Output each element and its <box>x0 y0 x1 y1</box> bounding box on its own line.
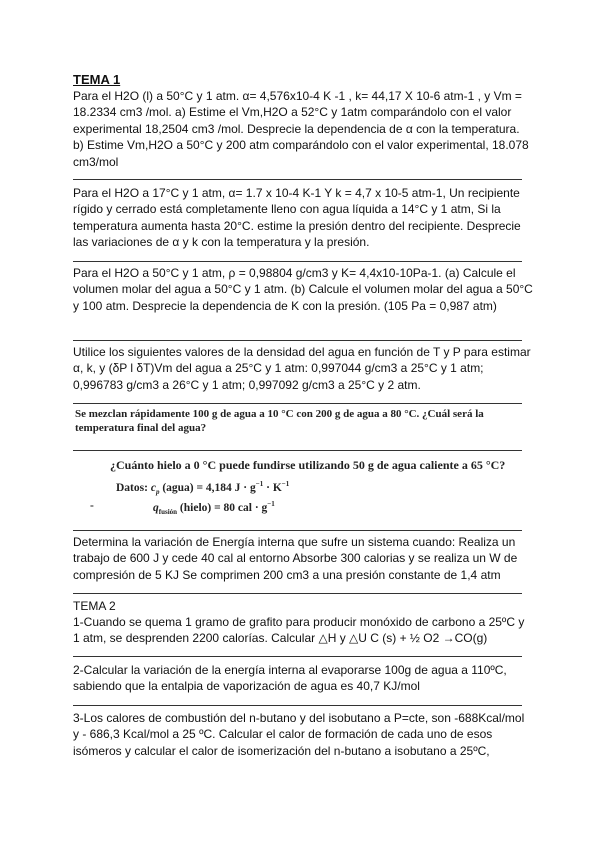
tema1-problem-7: Determina la variación de Energía interna que sufre un sistema cuando: Realiza un trabajo de 600 J y cede 40 cal al entorno Absorbe 300 calorias y se realiza un W de compresión de 5 KJ Se comprimen 200 cm3 a una presión constante de 1,4 atm <box>73 535 518 582</box>
q-subscript: fusión <box>158 508 178 517</box>
divider <box>73 530 522 531</box>
datos-label: Datos: <box>116 481 148 494</box>
cp-exponent-k: −1 <box>281 480 290 488</box>
divider <box>73 450 522 451</box>
tema1-problem-6-question: ¿Cuánto hielo a 0 °C puede fundirse utilizando 50 g de agua caliente a 65 °C? <box>110 458 506 472</box>
tema1-problem-6-data-cp <box>116 480 289 496</box>
tema1-problem-4: Utilice los siguientes valores de la densidad del agua en función de T y P para estimar α, k, y (δP l δT)Vm del agua a 25°C y 1 atm: 0,997044 g/cm3 a 25°C y 1 atm; 0,996783 g/cm3 a 26°C y 1 atm; 0,997092 g/cm3 a 25°C y 2 atm. <box>73 345 531 392</box>
cp-units-tail: · K <box>263 481 282 494</box>
tema1-problem-6-dash: - <box>90 500 94 512</box>
tema2-problem-3: 3-Los calores de combustión del n-butano y del isobutano a P=cte, son -688Kcal/mol y - 686,3 Kcal/mol a 25 ºC. Calcular el calor de formación de cada uno de esos isómeros y calcular el calor de isomerización del n-butano a isobutano a 25ºC, <box>73 711 525 758</box>
tema2-problem-2: 2-Calcular la variación de la energía interna al evaporarse 100g de agua a 110ºC, sabiendo que la entalpia de vaporización de agua es 40,7 KJ/mol <box>73 663 507 694</box>
tema2-problem-1: 1-Cuando se quema 1 gramo de grafito para producir monóxido de carbono a 25ºC y 1 atm, se desprenden 2200 calorías. Calcular △H y △U C (s) + ½ O2 →CO(g) <box>73 615 525 646</box>
tema1-problem-6-data-q <box>153 500 275 516</box>
cp-value: (agua) = 4,184 J · g <box>159 481 256 494</box>
q-value: (hielo) = 80 cal · g <box>177 501 268 514</box>
cp-symbol: c <box>150 481 156 494</box>
divider <box>73 261 522 262</box>
tema1-title: TEMA 1 <box>73 72 121 87</box>
tema1-problem-2: Para el H2O a 17°C y 1 atm, α= 1.7 x 10-4 K-1 Y k = 4,7 x 10-5 atm-1, Un recipiente rígido y cerrado está completamente lleno con agua líquida a 14°C y 1 atm, Si la temperatura aumenta hasta 20°C. estime la presión dentro del recipiente. Desprecie las variaciones de α y k con la temperatura y la presión. <box>73 186 521 250</box>
q-symbol: q <box>153 501 159 514</box>
divider <box>73 179 522 180</box>
cp-subscript: p <box>155 488 160 497</box>
cp-exponent-g: −1 <box>255 480 264 488</box>
tema2-title: TEMA 2 <box>73 599 116 613</box>
divider <box>73 340 522 341</box>
divider <box>73 403 522 404</box>
q-exponent: −1 <box>267 500 275 508</box>
divider <box>73 656 522 657</box>
divider <box>73 705 522 706</box>
tema1-problem-3: Para el H2O a 50°C y 1 atm, ρ = 0,98804 g/cm3 y K= 4,4x10-10Pa-1. (a) Calcule el volumen molar del agua a 50°C y 1 atm. (b) Calcule el volumen molar del agua a 50°C y 100 atm. Desprecie la dependencia de K con la presión. (105 Pa = 0,987 atm) <box>73 266 533 313</box>
divider <box>73 593 522 594</box>
tema1-problem-5-image-text: Se mezclan rápidamente 100 g de agua a 10 °C con 200 g de agua a 80 °C. ¿Cuál será la temperatura final del agua? <box>75 408 484 434</box>
tema1-problem-1: Para el H2O (l) a 50°C y 1 atm. α= 4,576x10-4 K -1 , k= 44,17 X 10-6 atm-1 , y Vm = 18.2334 cm3 /mol. a) Estime el Vm,H2O a 52°C y 1atm comparándolo con el valor experimental 18,2504 cm3 /mol. Desprecie la dependencia de α con la temperatura. b) Estime Vm,H2O a 50°C y 200 atm comparándolo con el valor experimental, 18.078 cm3/mol <box>73 89 529 169</box>
